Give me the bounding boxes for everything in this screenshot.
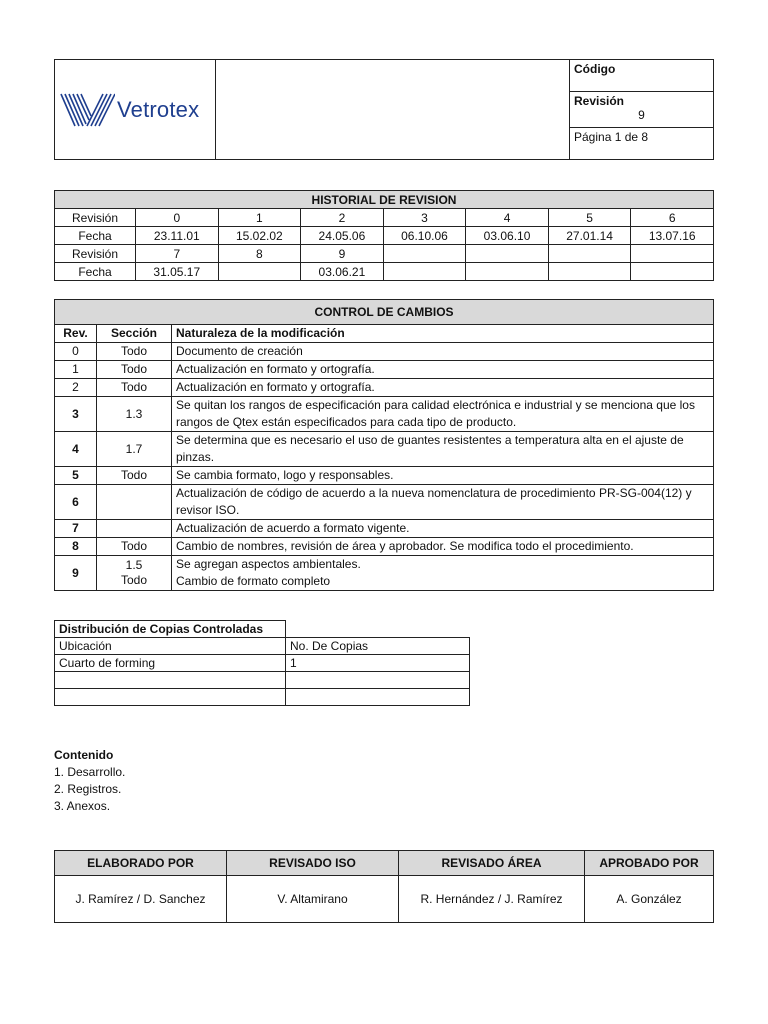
naturaleza-cell: Documento de creación [172,343,714,361]
header-naturaleza: Naturaleza de la modificación [172,325,714,343]
revision-cell [570,92,714,128]
table-cell: 31.05.17 [136,263,219,281]
seccion-cell: Todo [97,538,172,556]
row-label: Revisión [55,245,136,263]
table-cell: 2 [301,209,384,227]
firmas-table [54,850,714,923]
table-cell [55,672,286,689]
rev-cell: 8 [55,538,97,556]
rev-cell: 7 [55,520,97,538]
table-cell: 4 [466,209,549,227]
distribucion-table [54,620,470,706]
aprobado-value: A. González [585,876,714,923]
table-cell: 27.01.14 [548,227,631,245]
control-body [55,343,714,591]
contenido-title: Contenido [54,748,114,762]
document-header [54,59,714,160]
naturaleza-cell: Actualización en formato y ortografía. [172,361,714,379]
table-cell [383,263,466,281]
rev-cell: 6 [55,485,97,520]
header-rev: Rev. [55,325,97,343]
table-cell [218,263,301,281]
elaborado-value: J. Ramírez / D. Sanchez [55,876,227,923]
table-cell [286,689,470,706]
table-header-row [55,851,714,876]
table-row [55,209,714,227]
table-cell [466,263,549,281]
table-cell [55,689,286,706]
naturaleza-cell: Se cambia formato, logo y responsables. [172,467,714,485]
table-cell: 7 [136,245,219,263]
seccion-cell: Todo [97,343,172,361]
table-cell: 13.07.16 [631,227,714,245]
vetrotex-logo [55,90,215,130]
table-row [55,556,714,591]
header-revisado-iso: REVISADO ISO [227,851,399,876]
table-cell [548,245,631,263]
table-cell [383,245,466,263]
table-cell [631,263,714,281]
table-row [55,379,714,397]
naturaleza-cell: Actualización de código de acuerdo a la nueva nomenclatura de procedimiento PR-SG-004(12) y revisor ISO. [172,485,714,520]
table-row [55,343,714,361]
seccion-cell: 1.7 [97,432,172,467]
logo-cell [55,60,216,160]
seccion-cell: 1.5 Todo [97,556,172,591]
table-row [55,520,714,538]
header-title-cell [216,60,570,160]
table-row [55,672,470,689]
vetrotex-stripes-icon [59,90,115,130]
table-cell: 1 [218,209,301,227]
table-row [55,432,714,467]
table-cell: 6 [631,209,714,227]
table-cell: 8 [218,245,301,263]
table-cell: 03.06.21 [301,263,384,281]
pagina-cell [570,128,714,160]
seccion-cell: 1.3 [97,397,172,432]
table-cell: 3 [383,209,466,227]
seccion-cell [97,520,172,538]
contenido-section [54,747,125,815]
table-row [55,467,714,485]
table-cell: 06.10.06 [383,227,466,245]
revision-label: Revisión [574,94,625,108]
table-cell: 24.05.06 [301,227,384,245]
naturaleza-cell: Se determina que es necesario el uso de guantes resistentes a temperatura alta en el ajuste de pinzas. [172,432,714,467]
table-cell: 9 [301,245,384,263]
logo-text: Vetrotex [117,96,200,122]
header-copias: No. De Copias [286,638,470,655]
naturaleza-cell: Actualización en formato y ortografía. [172,379,714,397]
table-row [55,485,714,520]
rev-cell: 2 [55,379,97,397]
table-row [55,876,714,923]
table-row [55,361,714,379]
rev-cell: 3 [55,397,97,432]
table-cell [548,263,631,281]
table-cell: Cuarto de forming [55,655,286,672]
table-row [55,263,714,281]
header-revisado-area: REVISADO ÁREA [399,851,585,876]
empty-cell [286,621,470,638]
row-label: Fecha [55,263,136,281]
table-cell [286,672,470,689]
table-cell: 23.11.01 [136,227,219,245]
rev-cell: 0 [55,343,97,361]
naturaleza-cell: Cambio de nombres, revisión de área y aprobador. Se modifica todo el procedimiento. [172,538,714,556]
table-cell: 1 [286,655,470,672]
table-row [55,538,714,556]
rev-cell: 1 [55,361,97,379]
table-header-row [55,325,714,343]
rev-cell: 5 [55,467,97,485]
contenido-item: 2. Registros. [54,782,122,796]
control-cambios-table [54,299,714,591]
contenido-item: 3. Anexos. [54,799,111,813]
header-aprobado: APROBADO POR [585,851,714,876]
codigo-cell [570,60,714,92]
naturaleza-cell: Actualización de acuerdo a formato vigente. [172,520,714,538]
contenido-item: 1. Desarrollo. [54,765,126,779]
table-cell [631,245,714,263]
revision-value: 9 [638,108,645,122]
table-cell [466,245,549,263]
table-cell: 0 [136,209,219,227]
table-cell: 15.02.02 [218,227,301,245]
table-row [55,227,714,245]
pagina-text: Página 1 de 8 [574,130,649,144]
row-label: Revisión [55,209,136,227]
distribucion-title: Distribución de Copias Controladas [55,621,286,638]
rev-cell: 9 [55,556,97,591]
table-row [55,397,714,432]
revisado-area-value: R. Hernández / J. Ramírez [399,876,585,923]
revisado-iso-value: V. Altamirano [227,876,399,923]
codigo-label: Código [574,62,616,76]
seccion-cell [97,485,172,520]
seccion-cell: Todo [97,379,172,397]
naturaleza-cell: Se agregan aspectos ambientales. Cambio de formato completo [172,556,714,591]
rev-cell: 4 [55,432,97,467]
naturaleza-cell: Se quitan los rangos de especificación para calidad electrónica e industrial y se menciona que los rangos de Qtex están especificados para cada tipo de producto. [172,397,714,432]
table-cell: 5 [548,209,631,227]
row-label: Fecha [55,227,136,245]
header-seccion: Sección [97,325,172,343]
table-row [55,245,714,263]
seccion-cell: Todo [97,361,172,379]
control-title: CONTROL DE CAMBIOS [55,300,714,325]
table-cell: 03.06.10 [466,227,549,245]
historial-title: HISTORIAL DE REVISION [55,191,714,209]
header-elaborado: ELABORADO POR [55,851,227,876]
table-row [55,689,470,706]
table-header-row [55,638,470,655]
historial-revision-table [54,190,714,281]
seccion-cell: Todo [97,467,172,485]
table-row [55,655,470,672]
header-ubicacion: Ubicación [55,638,286,655]
